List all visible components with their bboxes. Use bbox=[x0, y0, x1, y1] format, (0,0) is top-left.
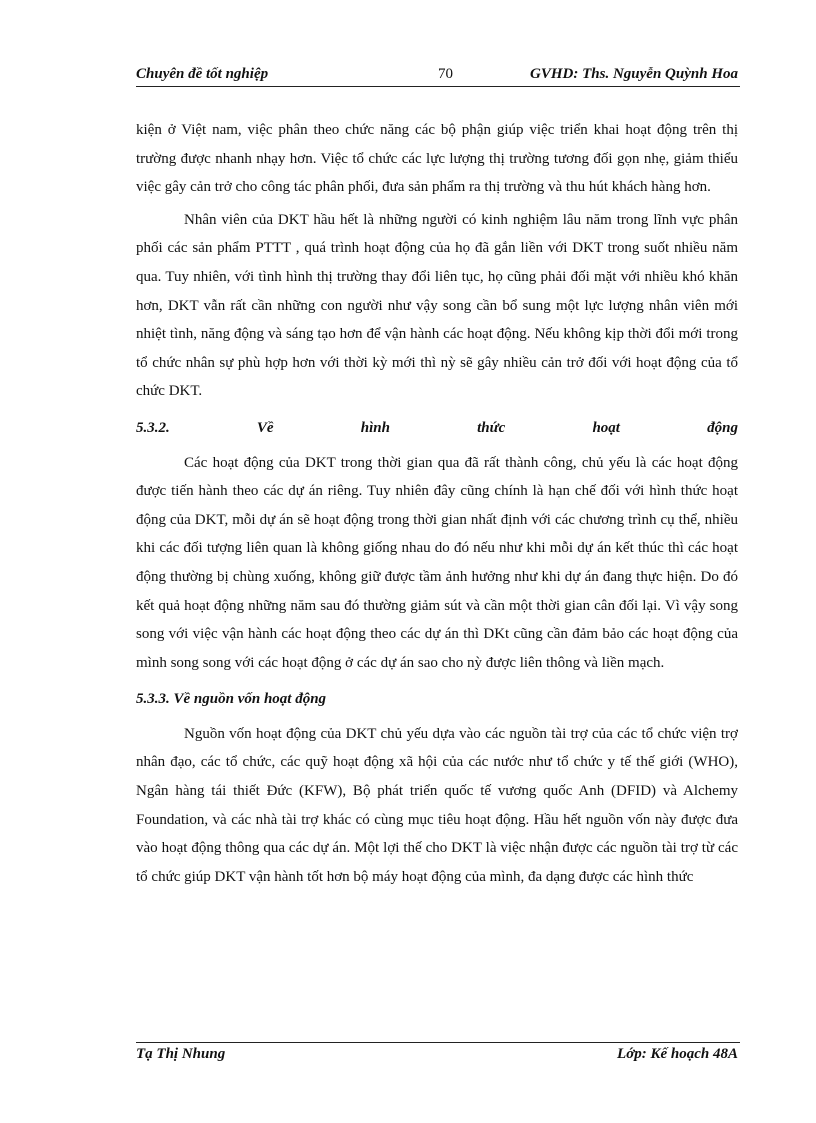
section-heading-5-3-3: 5.3.3. Về nguồn vốn hoạt động bbox=[136, 691, 327, 708]
section-number: 5.3.2. bbox=[136, 419, 170, 436]
paragraph: Các hoạt động của DKT trong thời gian qua đã rất thành công, chủ yếu là các hoạt động được tiến hành theo các dự án riêng. Tuy nhiên đây cũng chính là hạn chế đối với hình thức hoạt động của DKT, mỗi dự án sẽ hoạt động trong thời gian nhất định với các chương trình cụ thể, nhiều khi các đối tượng liên quan là không giống nhau do đó nếu như khi mỗi dự án kết thúc thì các hoạt động thường bị chùng xuống, không giữ được tầm ảnh hưởng như khi dự án đang thực hiện. Do đó kết quả hoạt động những năm sau đó thường giảm sút và cần một thời gian cân đối lại. Vì vậy song song với việc vận hành các hoạt động theo các dự án thì DKt cũng cần đảm bảo các hoạt động của mình song song với các hoạt động ở các dự án sao cho nỳ được liên thông và liền mạch. bbox=[136, 454, 738, 671]
section-heading-5-3-2 bbox=[136, 414, 738, 443]
header-divider bbox=[136, 86, 740, 87]
page-footer bbox=[136, 1046, 740, 1068]
paragraph: Nhân viên của DKT hầu hết là những người có kinh nghiệm lâu năm trong lĩnh vực phân phối các sản phẩm PTTT , quá trình hoạt động của họ đã gắn liền với DKT trong suốt nhiều năm qua. Tuy nhiên, với tình hình thị trường thay đổi liên tục, họ cũng phải đối mặt với nhiều khó khăn hơn, DKT vẫn rất cần những con người như vậy song cần bổ sung một lực lượng nhân viên mới nhiệt tình, năng động và sáng tạo hơn để vận hành các hoạt động. Nếu không kịp thời đổi mới trong tổ chức nhân sự phù hợp hơn với thời kỳ mới thì nỳ sẽ gây nhiều cản trở đối với hoạt động của tổ chức DKT. bbox=[136, 211, 738, 400]
page-number: 70 bbox=[438, 66, 453, 82]
heading-word: hoạt bbox=[592, 419, 620, 436]
document-title: Chuyên đề tốt nghiệp bbox=[136, 66, 269, 82]
class-name: Lớp: Kế hoạch 48A bbox=[617, 1046, 738, 1062]
heading-word: thức bbox=[477, 419, 506, 436]
heading-word: động bbox=[707, 419, 738, 436]
footer-divider bbox=[136, 1042, 740, 1043]
paragraph: Nguồn vốn hoạt động của DKT chủ yếu dựa vào các nguồn tài trợ của các tổ chức viện trợ nhân đạo, các tổ chức, các quỹ hoạt động xã hội của các nước như tổ chức y tế thế giới (WHO), Ngân hàng tái thiết Đức (KFW), Bộ phát triển quốc tế vương quốc Anh (DFID) và Alchemy Foundation, và các nhà tài trợ khác có cùng mục tiêu hoạt động. Hầu hết nguồn vốn này được đưa vào hoạt động thông qua các dự án. Một lợi thế cho DKT là việc nhận được các nguồn tài trợ từ các tổ chức giúp DKT vận hành tốt hơn bộ máy hoạt động của mình, đa dạng được các hình thức bbox=[136, 725, 738, 885]
supervisor-name: GVHD: Ths. Nguyễn Quỳnh Hoa bbox=[530, 66, 738, 82]
page-body bbox=[136, 116, 738, 891]
page-header bbox=[136, 66, 740, 88]
heading-word: Về bbox=[256, 419, 274, 436]
heading-word: hình bbox=[360, 419, 390, 436]
author-name: Tạ Thị Nhung bbox=[136, 1046, 226, 1062]
paragraph: kiện ở Việt nam, việc phân theo chức năng các bộ phận giúp việc triển khai hoạt động trên thị trường được nhanh nhạy hơn. Việc tổ chức các lực lượng thị trường tương đối gọn nhẹ, giảm thiểu việc gây cản trở cho công tác phân phối, đưa sản phẩm ra thị trường và thu hút khách hàng hơn. bbox=[136, 122, 738, 196]
